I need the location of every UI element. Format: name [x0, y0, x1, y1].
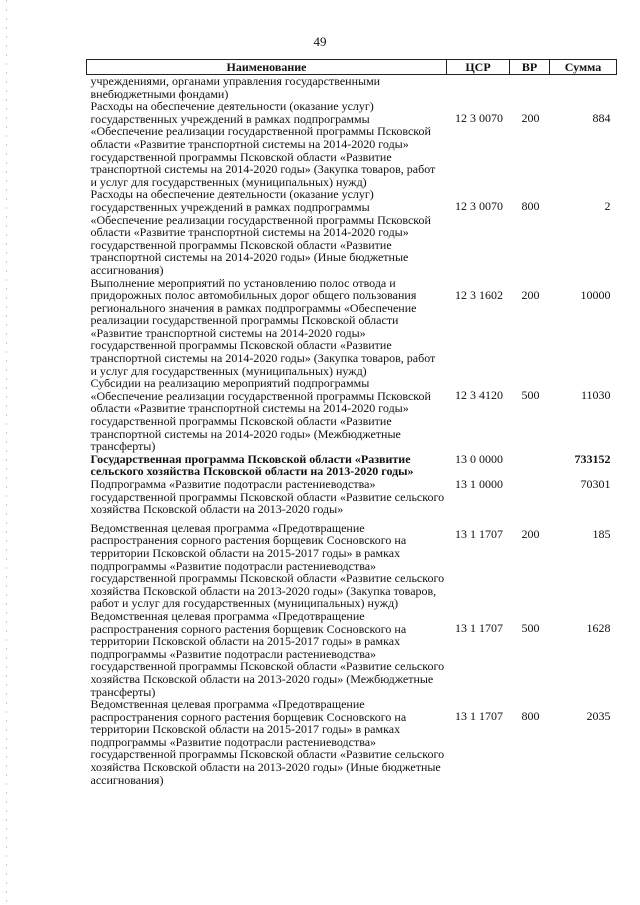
row-sum-cell: 11030: [580, 388, 611, 403]
table-row: [87, 698, 617, 786]
row-vr-cell: 200: [521, 526, 540, 541]
scan-edge-mark: [6, 0, 7, 905]
table-row: [87, 188, 617, 276]
row-sum-cell: 70301: [580, 477, 611, 491]
header-csr: ЦСР: [447, 60, 510, 75]
table-header-row: [87, 60, 617, 75]
table-row: [87, 75, 617, 101]
row-name-cell: Выполнение мероприятий по установлению полос отвода и придорожных полос автомобильных дорог общего пользования регионального значения в рамках подпрограммы «Обеспечение реализации государственной программы Псковской области «Развитие транспортной системы на 2014-2020 годы» государственной программы Псковской области «Развитие транспортной системы на 2014-2020 годы» (Закупка товаров, работ и услуг для государственных (муниципальных) нужд): [90, 275, 436, 378]
row-csr-cell: 13 1 1707: [455, 709, 503, 724]
budget-table: [86, 59, 617, 786]
row-name-cell: Расходы на обеспечение деятельности (оказание услуг) государственных учреждений в рамках подпрограммы «Обеспечение реализации государственной программы Псковской области «Развитие транспортной системы на 2014-2020 годы» государственной программы Псковской области «Развитие транспортной системы на 2014-2020 годы» (Иные бюджетные ассигнования): [90, 187, 431, 277]
row-name-cell: Подпрограмма «Развитие подотрасли растениеводства» государственной программы Псковской области «Развитие сельского хозяйства Псковской области на 2013-2020 годы»: [90, 477, 445, 517]
row-name-cell: учреждениями, органами управления государственными внебюджетными фондами): [90, 74, 381, 101]
row-vr-cell: 200: [521, 111, 540, 126]
row-name-cell: Ведомственная целевая программа «Предотвращение распространения сорного растения борщевик Сосновского на территории Псковской области на 2015-2017 годы» в рамках подпрограммы «Развитие подотрасли растениеводства» государственной программы Псковской области «Развитие сельского хозяйства Псковской области на 2013-2020 годы» (Межбюджетные трансферты): [90, 608, 445, 699]
row-sum-cell: 1628: [586, 620, 611, 635]
row-vr-cell: 500: [521, 620, 540, 635]
row-csr-cell: 12 3 1602: [455, 287, 503, 302]
header-name: Наименование: [87, 60, 447, 75]
row-vr-cell: [510, 75, 550, 101]
row-vr-cell: 200: [521, 287, 540, 302]
row-vr-cell: [510, 453, 550, 478]
row-sum-cell: 10000: [580, 287, 611, 302]
row-csr-cell: 12 3 0070: [455, 111, 503, 126]
row-csr-cell: 13 1 1707: [455, 620, 503, 635]
row-sum-cell: 2: [604, 199, 611, 214]
row-vr-cell: [510, 478, 550, 516]
table-row: [87, 277, 617, 378]
table-body: [87, 75, 617, 787]
row-vr-cell: 800: [521, 199, 540, 214]
page-number: 49: [313, 34, 327, 49]
header-sum: Сумма: [550, 60, 617, 75]
row-name-cell: Государственная программа Псковской области «Развитие сельского хозяйства Псковской области на 2013-2020 годы»: [90, 451, 414, 479]
table-row: [87, 100, 617, 188]
row-name-cell: Ведомственная целевая программа «Предотвращение распространения сорного растения борщевик Сосновского на территории Псковской области на 2015-2017 годы» в рамках подпрограммы «Развитие подотрасли растениеводства» государственной программы Псковской области «Развитие сельского хозяйства Псковской области на 2013-2020 годы» (Иные бюджетные ассигнования): [90, 697, 445, 787]
row-sum-cell: 2035: [586, 709, 611, 724]
row-csr-cell: [447, 75, 510, 101]
row-sum-cell: 733152: [574, 451, 611, 466]
row-sum-cell: [550, 75, 617, 101]
row-name-cell: Расходы на обеспечение деятельности (оказание услуг) государственных учреждений в рамках подпрограммы «Обеспечение реализации государственной программы Псковской области «Развитие транспортной системы на 2014-2020 годы» государственной программы Псковской области «Развитие транспортной системы на 2014-2020 годы» (Закупка товаров, работ и услуг для государственных (муниципальных) нужд): [90, 99, 436, 189]
row-sum-cell: 884: [592, 111, 611, 126]
header-vr: ВР: [510, 60, 550, 75]
table-row: [87, 453, 617, 478]
row-vr-cell: 500: [521, 388, 540, 403]
row-sum-cell: 185: [592, 526, 611, 541]
row-csr-cell: 13 1 1707: [455, 526, 503, 541]
row-name-cell: Субсидии на реализацию мероприятий подпрограммы «Обеспечение реализации государственной программы Псковской области «Развитие транспортной системы на 2014-2020 годы» государственной программы Псковской области «Развитие транспортной системы на 2014-2020 годы» (Межбюджетные трансферты): [90, 376, 431, 454]
table-row: [87, 610, 617, 698]
table-row: [87, 377, 617, 453]
table-row: [87, 516, 617, 610]
row-csr-cell: 13 0 0000: [455, 451, 503, 466]
row-name-cell: Ведомственная целевая программа «Предотвращение распространения сорного растения борщевик Сосновского на территории Псковской области на 2015-2017 годы» в рамках подпрограммы «Развитие подотрасли растениеводства» государственной программы Псковской области «Развитие сельского хозяйства Псковской области на 2013-2020 годы» (Закупка товаров, работ и услуг для государственных (муниципальных) нужд): [90, 520, 445, 611]
row-csr-cell: 13 1 0000: [455, 477, 503, 491]
row-csr-cell: 12 3 0070: [455, 199, 503, 214]
row-vr-cell: 800: [521, 709, 540, 724]
row-csr-cell: 12 3 4120: [455, 388, 503, 403]
table-row: [87, 478, 617, 516]
